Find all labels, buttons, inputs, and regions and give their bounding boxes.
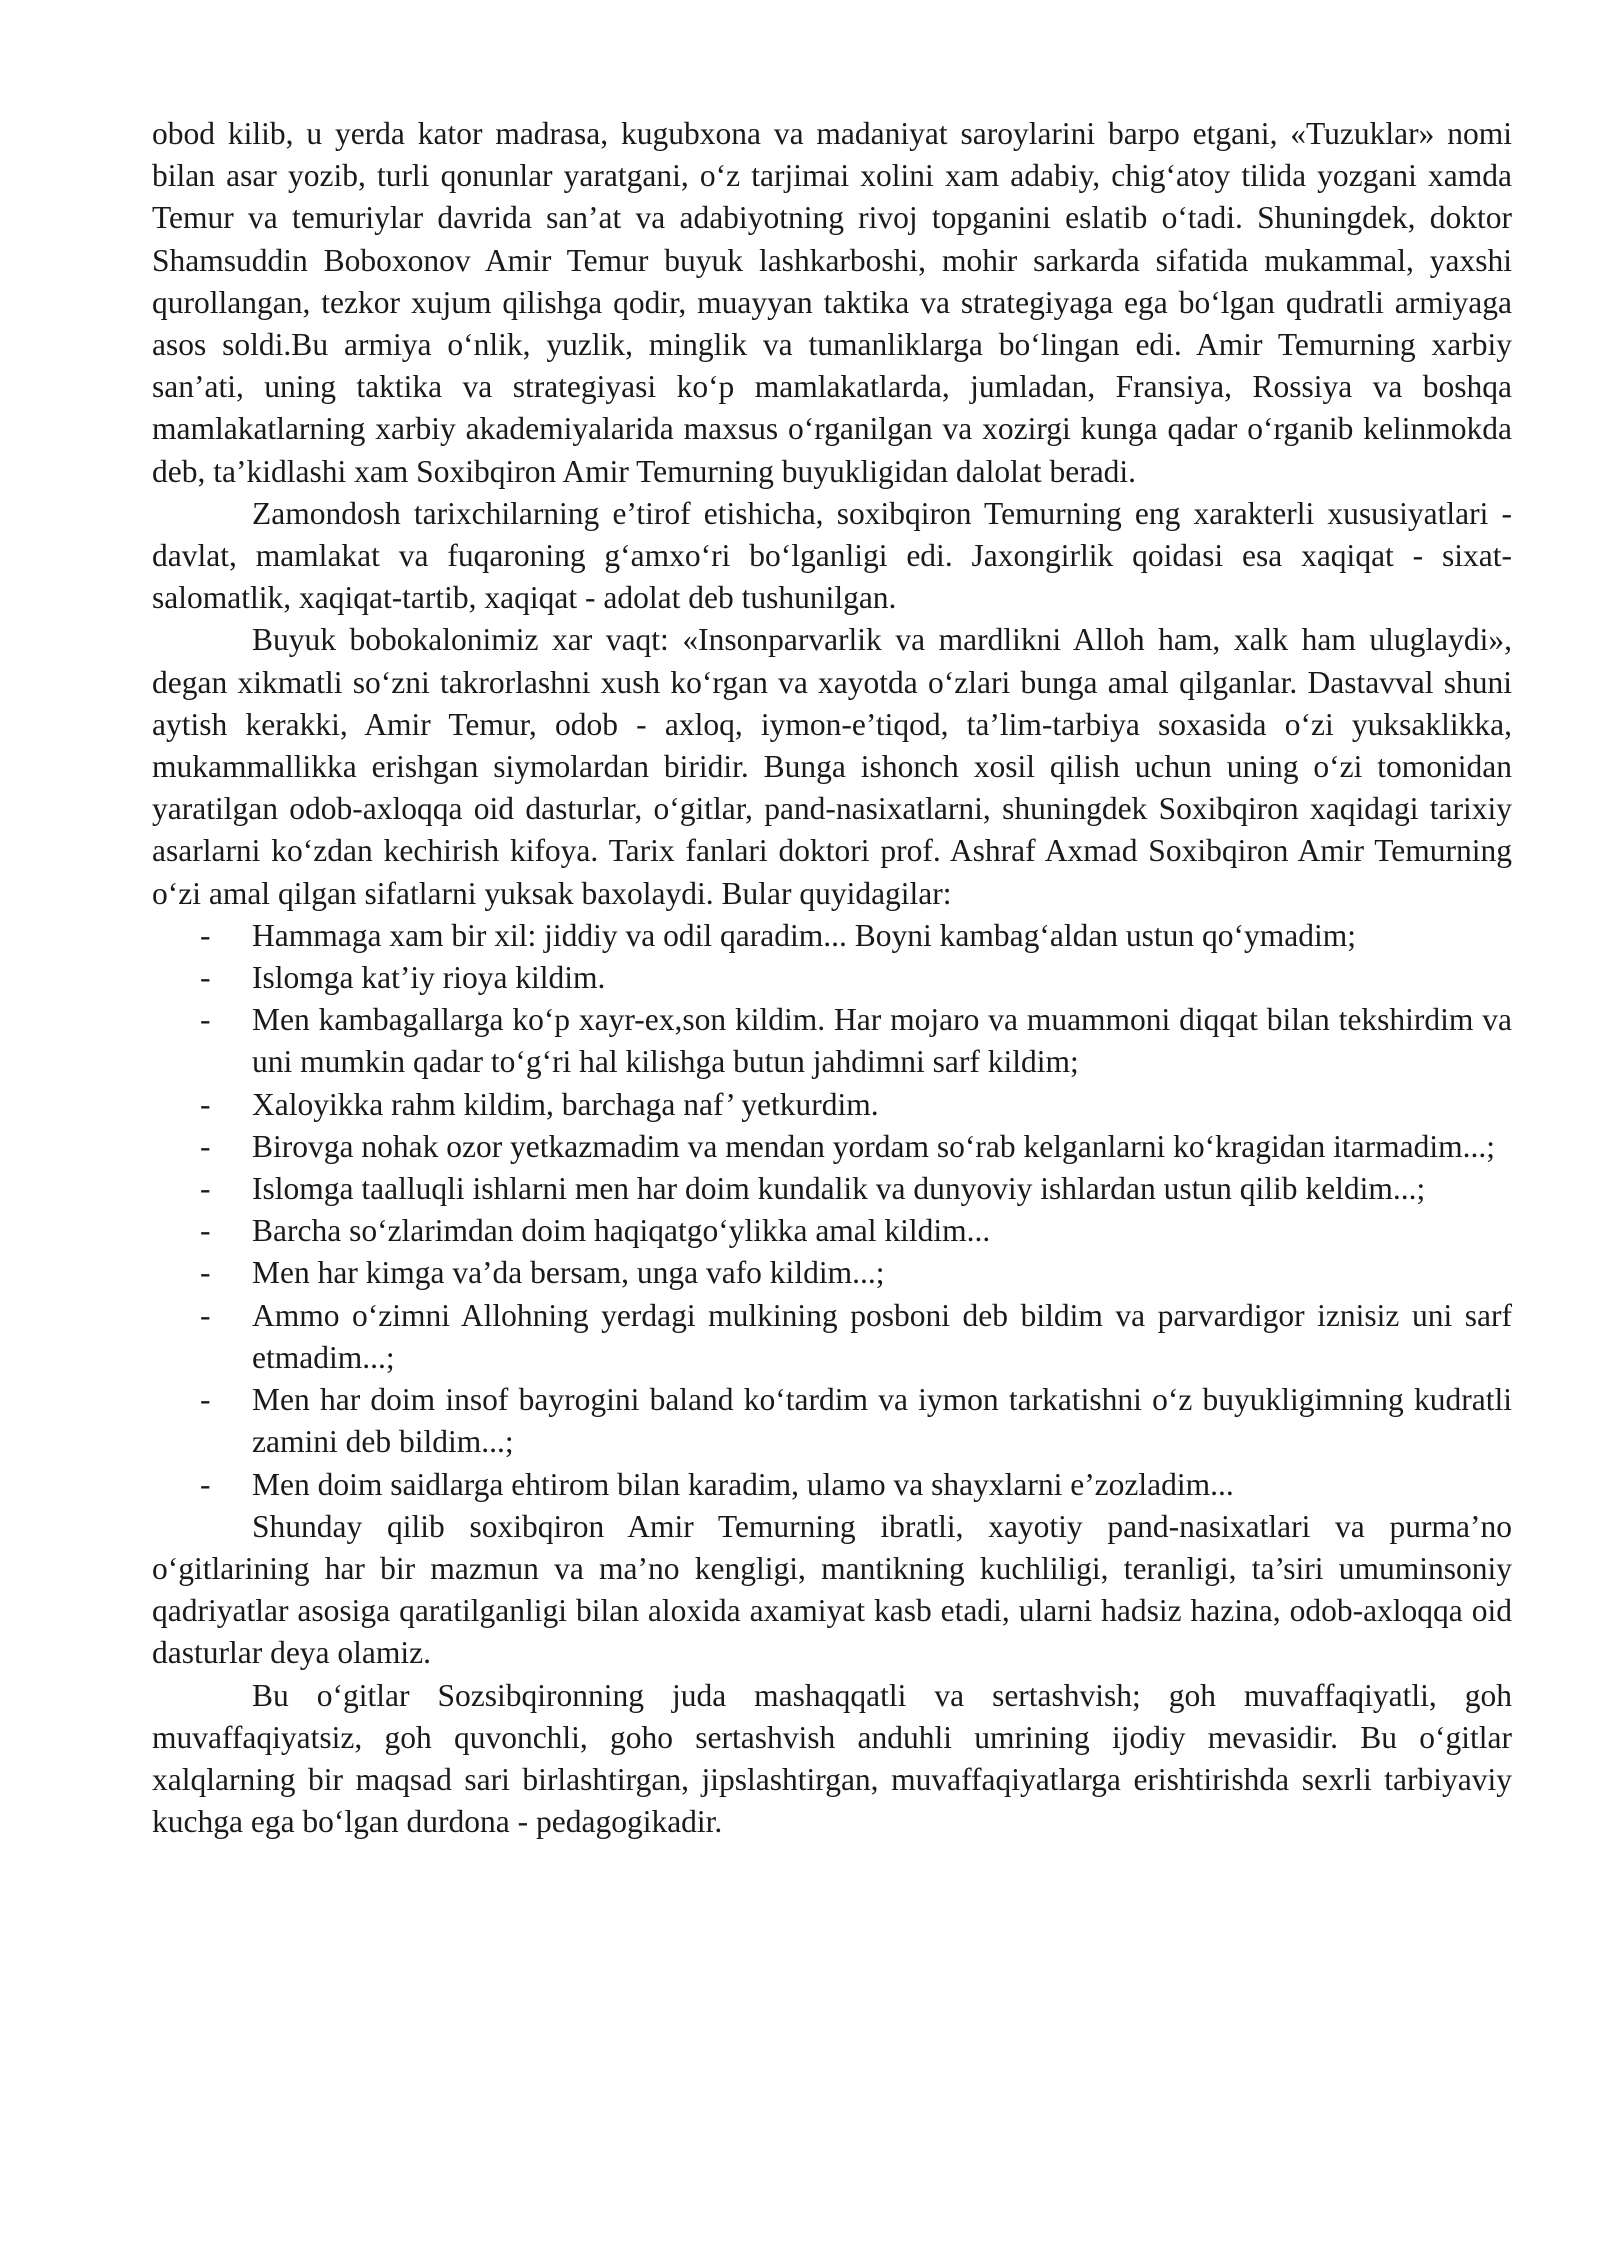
list-item-text: Men kambagallarga ko‘p xayr-ex,son kildim. Har mojaro va muammoni diqqat bilan tekshirdim va uni mumkin qadar to‘g‘ri hal kilishga butun jahdimni sarf kildim;: [252, 1002, 1512, 1080]
list-item: [152, 1126, 1512, 1168]
list-item-text: Hammaga xam bir xil: jiddiy va odil qaradim... Boyni kambag‘aldan ustun qo‘ymadim;: [252, 917, 1357, 953]
list-item: [152, 915, 1512, 957]
bullet-dash: -: [200, 1466, 211, 1502]
bullet-dash: -: [200, 1297, 211, 1333]
list-item: [152, 1379, 1512, 1463]
bullet-dash: -: [200, 1086, 211, 1122]
bullet-dash: -: [200, 1255, 211, 1291]
list-item: [152, 1168, 1512, 1210]
list-item: [152, 1295, 1512, 1379]
list-item: [152, 1084, 1512, 1126]
list-item-text: Men har doim insof bayrogini baland ko‘tardim va iymon tarkatishni o‘z buyukligimning kudratli zamini deb bildim...;: [252, 1382, 1512, 1460]
list-item-text: Men har kimga va’da bersam, unga vafo kildim...;: [252, 1255, 885, 1291]
paragraph-5: Bu o‘gitlar Sozsibqironning juda mashaqqatli va sertashvish; goh muvaffaqiyatli, goh muvaffaqiyatsiz, goh quvonchli, goho sertashvish anduhli umrining ijodiy mevasidir. Bu o‘gitlar xalqlarning bir maqsad sari birlashtirgan, jipslashtirgan, muvaffaqiyatlarga erishtirishda sexrli tarbiyaviy kuchga ega bo‘lgan durdona - pedagogikadir.: [152, 1677, 1512, 1840]
list-item-text: Men doim saidlarga ehtirom bilan karadim, ulamo va shayxlarni e’zozladim...: [252, 1466, 1234, 1502]
paragraph-3: Buyuk bobokalonimiz xar vaqt: «Insonparvarlik va mardlikni Alloh ham, xalk ham uluglaydi», degan xikmatli so‘zni takrorlashni xush ko‘rgan va xayotda o‘zlari bunga amal qilganlar. Dastavval shuni aytish kerakki, Amir Temur, odob - axloq, iymon-e’tiqod, ta’lim-tarbiya soxasida o‘zi yuksaklikka, mukammallikka erishgan siymolardan biridir. Bunga ishonch xosil qilish uchun uning o‘zi tomonidan yaratilgan odob-axloqqa oid dasturlar, o‘gitlar, pand-nasixatlarni, shuningdek Soxibqiron xaqidagi tarixiy asarlarni ko‘zdan kechirish kifoya. Tarix fanlari doktori prof. Ashraf Axmad Soxibqiron Amir Temurning o‘zi amal qilgan sifatlarni yuksak baxolaydi. Bular quyidagilar:: [152, 622, 1512, 911]
list-item-text: Barcha so‘zlarimdan doim haqiqatgo‘ylikka amal kildim...: [252, 1213, 991, 1249]
bullet-dash: -: [200, 1382, 211, 1418]
bullet-dash: -: [200, 1213, 211, 1249]
list-item-text: Birovga nohak ozor yetkazmadim va mendan yordam so‘rab kelganlarni ko‘kragidan itarmadim...;: [252, 1128, 1495, 1164]
paragraph-2: Zamondosh tarixchilarning e’tirof etishicha, soxibqiron Temurning eng xarakterli xususiyatlari - davlat, mamlakat va fuqaroning g‘amxo‘ri bo‘lganligi edi. Jaxongirlik qoidasi esa xaqiqat - sixat-salomatlik, xaqiqat-tartib, xaqiqat - adolat deb tushunilgan.: [152, 495, 1512, 616]
list-item-text: Xaloyikka rahm kildim, barchaga naf’ yetkurdim.: [252, 1086, 879, 1122]
sayings-list: [152, 915, 1512, 1506]
bullet-dash: -: [200, 917, 211, 953]
bullet-dash: -: [200, 1171, 211, 1207]
list-item: [152, 999, 1512, 1083]
list-item: [152, 1210, 1512, 1252]
list-item: [152, 957, 1512, 999]
document-page: [152, 113, 1512, 1843]
list-item: [152, 1252, 1512, 1294]
paragraph-4: Shunday qilib soxibqiron Amir Temurning ibratli, xayotiy pand-nasixatlari va purma’no o‘gitlarining har bir mazmun va ma’no kengligi, mantikning kuchliligi, teranligi, ta’siri umuminsoniy qadriyatlar asosiga qaratilganligi bilan aloxida axamiyat kasb etadi, ularni hadsiz hazina, odob-axloqqa oid dasturlar deya olamiz.: [152, 1508, 1512, 1671]
bullet-dash: -: [200, 1002, 211, 1038]
list-item-text: Islomga kat’iy rioya kildim.: [252, 960, 606, 996]
list-item-text: Islomga taalluqli ishlarni men har doim kundalik va dunyoviy ishlardan ustun qilib keldim...;: [252, 1171, 1426, 1207]
list-item-text: Ammo o‘zimni Allohning yerdagi mulkining posboni deb bildim va parvardigor iznisiz uni sarf etmadim...;: [252, 1297, 1512, 1375]
paragraph-1: obod kilib, u yerda kator madrasa, kugubxona va madaniyat saroylarini barpo etgani, «Tuzuklar» nomi bilan asar yozib, turli qonunlar yaratgani, o‘z tarjimai xolini xam adabiy, chig‘atoy tilida yozgani xamda Temur va temuriylar davrida san’at va adabiyotning rivoj topganini eslatib o‘tadi. Shuningdek, doktor Shamsuddin Boboxonov Amir Temur buyuk lashkarboshi, mohir sarkarda sifatida mukammal, yaxshi qurollangan, tezkor xujum qilishga qodir, muayyan taktika va strategiyaga ega bo‘lgan qudratli armiyaga asos soldi.Bu armiya o‘nlik, yuzlik, minglik va tumanliklarga bo‘lingan edi. Amir Temurning xarbiy san’ati, uning taktika va strategiyasi ko‘p mamlakatlarda, jumladan, Fransiya, Rossiya va boshqa mamlakatlarning xarbiy akademiyalarida maxsus o‘rganilgan va xozirgi kunga qadar o‘rganib kelinmokda deb, ta’kidlashi xam Soxibqiron Amir Temurning buyukligidan dalolat beradi.: [152, 116, 1512, 489]
bullet-dash: -: [200, 960, 211, 996]
bullet-dash: -: [200, 1128, 211, 1164]
list-item: [152, 1464, 1512, 1506]
